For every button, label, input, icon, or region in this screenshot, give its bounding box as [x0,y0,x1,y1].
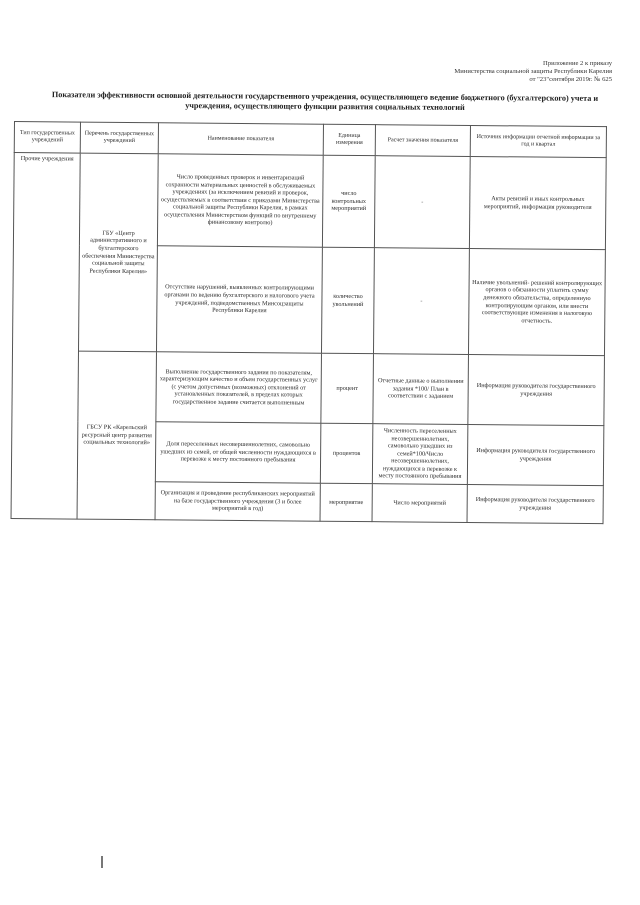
institution-cell: ГБСУ РК «Карельский ресурсный центр развития социальных технологий» [77,351,156,520]
institution-type-cell: Прочие учреждения [11,153,80,520]
indicator-cell: Доля переселенных несовершеннолетних, самовольно ушедших из семей, от общей численности нуждающихся в перевозке к месту постоянного пребывания [155,422,321,483]
scan-mark [101,856,103,868]
header-unit: Единица измерения [323,124,375,155]
document-title: Показатели эффективности основной деятельности государственного учреждения, осуществляющего ведение бюджетного (бухгалтерского) учета и учреждения, осуществляющего функции развития социальных технологий [51,90,599,112]
indicator-cell: Выполнение государственного задания по показателям, характеризующим качество и объем государственных услуг (с учетом допустимых (возможных) отклонений от установленных показателей, в пределах которых государственное задание считается выполненным [156,352,322,423]
header-indicator: Наименование показателя [158,123,323,155]
source-cell: Информация руководителя государственного учреждения [468,354,605,425]
indicator-cell: Отсутствие нарушений, выявленных контролирующими органами по ведению бухгалтерского и налогового учета учреждений, подведомственных Минсоцзащиты Республики Карелия [156,246,322,353]
source-cell: Информация руководителя государственного учреждения [467,484,603,523]
header-calculation: Расчет значения показателя [375,125,470,157]
indicator-cell: Число проведенных проверок и инвентаризаций сохранности материальных ценностей в обслуживаемых учреждениях (за исключением ревизий и проверок, осуществляемых в соответствии с приказами Министерства социальной защиты Республики Карелия, в рамках осуществления Министерством функций по внутреннему финансовому контролю) [157,154,323,247]
header-source: Источник информации отчетной информации за год и квартал [470,125,606,157]
calculation-cell: - [374,156,470,249]
calculation-cell: Численность переселенных несовершеннолетних, самовольно ушедших из семей*100/Число несовершеннолетних, нуждающихся в перевозке к месту постоянного пребывания [372,424,468,485]
source-cell: Наличие увольнений- решений контролирующих органов о обязанности уплатить сумму денежного обязательства, определенную контролирующим органом, или внести соответствующие изменения в налоговую отчетность. [468,248,605,355]
table-header-row [14,122,606,158]
calculation-cell: Отчетные данные о выполнении задания *100/ План в соответствии с заданием [373,354,469,425]
source-cell: Информация руководителя государственного учреждения [467,424,604,485]
indicator-cell: Организация и проведение республиканских мероприятий на базе государственного учреждения (3 и более мероприятий в год) [155,482,320,521]
header-type: Тип государственных учреждений [14,122,80,154]
unit-cell: процентов [320,423,373,483]
unit-cell: количество увольнений [321,247,374,353]
source-cell: Акты ревизий и иных контрольных мероприятий, информация руководителя [469,156,606,249]
table-row [12,350,605,425]
calculation-cell: Число мероприятий [372,484,467,523]
unit-cell: мероприятие [320,483,372,521]
unit-cell: процент [321,353,374,423]
table-row [13,153,606,250]
header-institutions: Перечень государственных учреждений [80,122,158,154]
institution-cell: ГБУ «Центр административного и бухгалтерского обеспечения Министерства социальной защиты Республики Карелия» [78,153,158,352]
indicators-table [11,121,607,524]
appendix-line-1: Приложение 2 к приказу [543,60,612,67]
appendix-line-3: от "23"сентября 2019г. № 625 [529,76,612,83]
calculation-cell: - [373,248,469,355]
appendix-line-2: Министерства социальной защиты Республики Карелия [454,68,612,75]
unit-cell: число контрольных мероприятий [322,155,375,247]
appendix-note [362,60,612,84]
